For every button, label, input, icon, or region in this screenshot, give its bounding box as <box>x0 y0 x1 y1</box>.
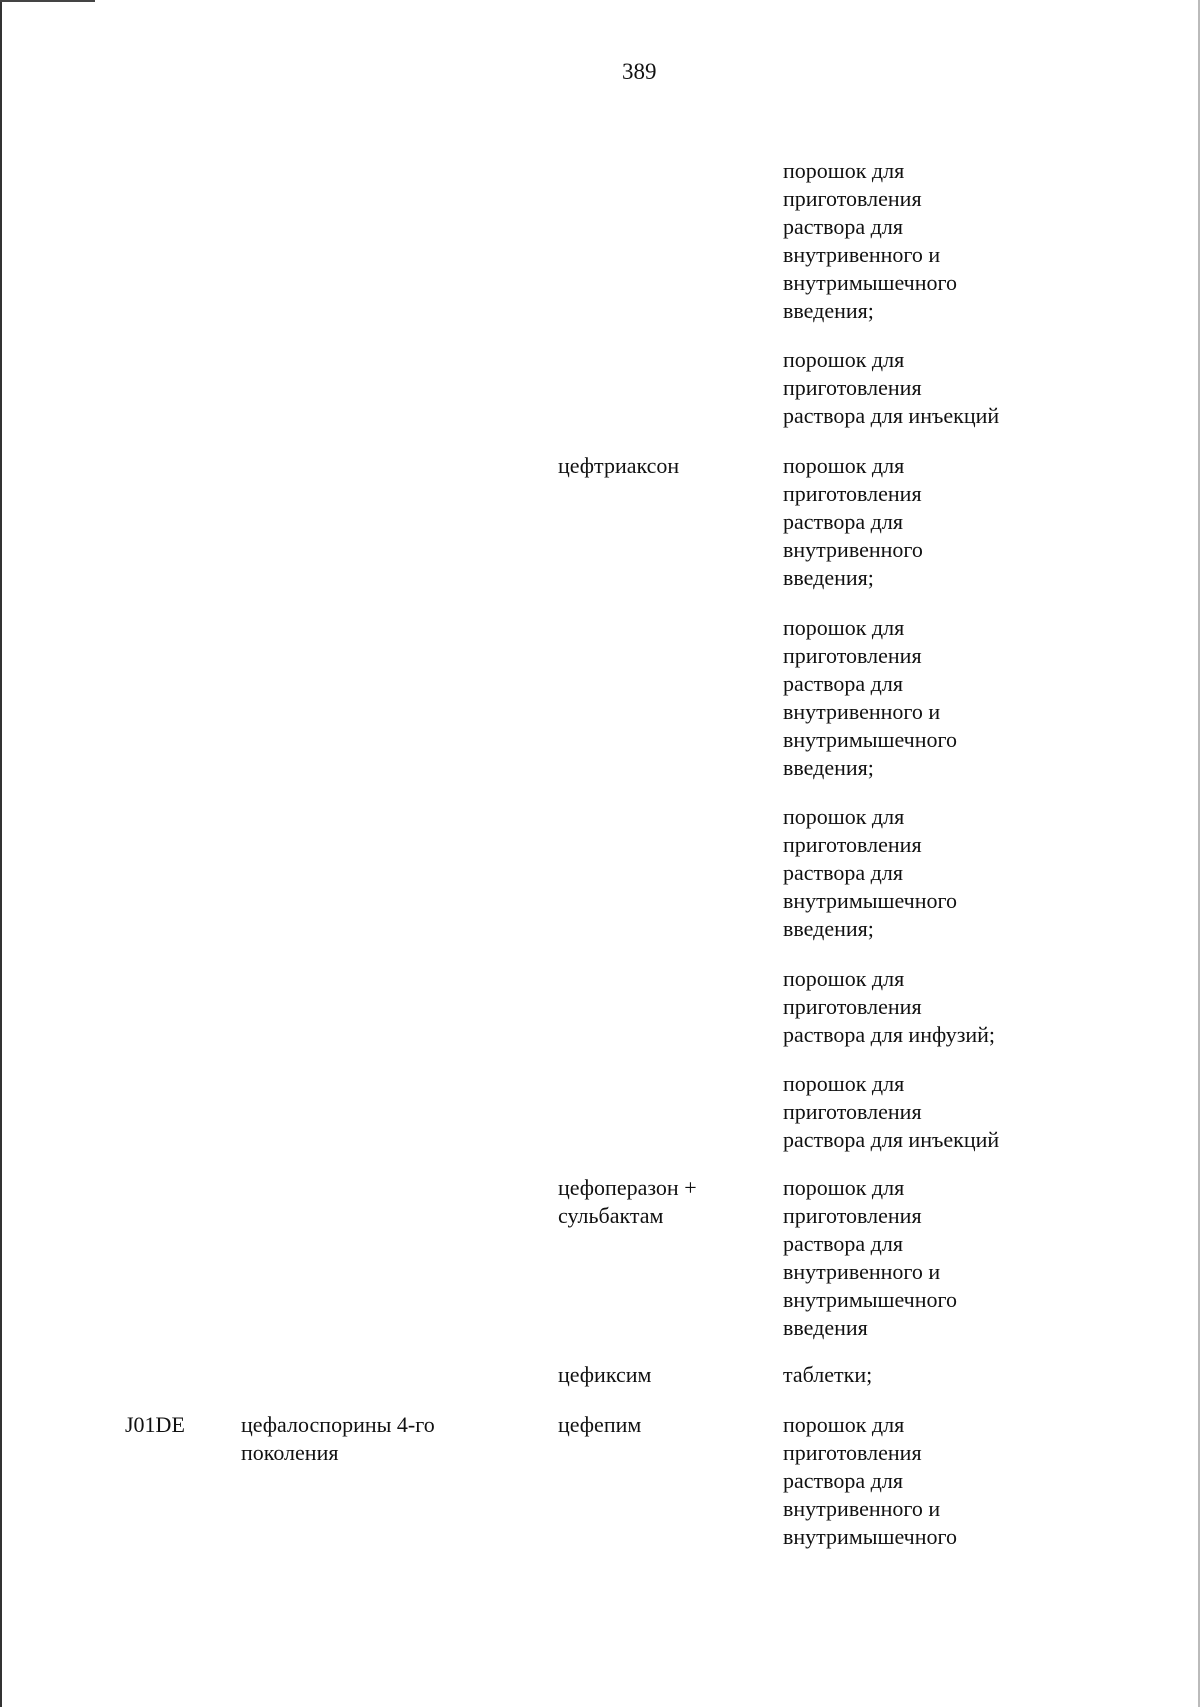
group-name: поколения <box>241 1440 339 1465</box>
form-line: приготовления <box>783 375 922 400</box>
form-line: внутримышечного <box>783 727 957 752</box>
form-line: приготовления <box>783 186 922 211</box>
form-line: порошок для <box>783 804 905 829</box>
form-line: введения <box>783 1315 868 1340</box>
form-line: таблетки; <box>783 1362 873 1387</box>
form-line: порошок для <box>783 615 905 640</box>
form-line: раствора для инфузий; <box>783 1022 996 1047</box>
drug-name: цефтриаксон <box>558 453 680 478</box>
form-line: приготовления <box>783 994 922 1019</box>
drug-name: цефепим <box>558 1412 642 1437</box>
form-line: приготовления <box>783 1203 922 1228</box>
scan-border-left <box>0 0 2 1707</box>
scan-border-top <box>0 0 95 2</box>
form-line: порошок для <box>783 347 905 372</box>
form-line: внутримышечного <box>783 270 957 295</box>
form-line: внутримышечного <box>783 1524 957 1549</box>
drug-name: цефиксим <box>558 1362 652 1387</box>
form-line: внутривенного и <box>783 1496 941 1521</box>
group-name: цефалоспорины 4-го <box>241 1412 435 1437</box>
form-line: введения; <box>783 298 874 323</box>
atc-code: J01DE <box>125 1412 185 1437</box>
form-line: порошок для <box>783 1412 905 1437</box>
form-line: раствора для инъекций <box>783 1127 1000 1152</box>
drug-name: цефоперазон + <box>558 1175 697 1200</box>
form-line: раствора для <box>783 671 903 696</box>
form-line: порошок для <box>783 453 905 478</box>
form-line: раствора для <box>783 1231 903 1256</box>
form-line: внутримышечного <box>783 1287 957 1312</box>
form-line: приготовления <box>783 643 922 668</box>
form-line: внутривенного и <box>783 242 941 267</box>
form-line: порошок для <box>783 966 905 991</box>
form-line: внутривенного и <box>783 1259 941 1284</box>
form-line: приготовления <box>783 832 922 857</box>
form-line: порошок для <box>783 158 905 183</box>
form-line: введения; <box>783 755 874 780</box>
form-line: порошок для <box>783 1071 905 1096</box>
form-line: раствора для <box>783 214 903 239</box>
drug-name: сульбактам <box>558 1203 664 1228</box>
form-line: раствора для <box>783 509 903 534</box>
form-line: раствора для инъекций <box>783 403 1000 428</box>
form-line: раствора для <box>783 1468 903 1493</box>
form-line: приготовления <box>783 1099 922 1124</box>
form-line: внутривенного <box>783 537 923 562</box>
form-line: приготовления <box>783 481 922 506</box>
form-line: введения; <box>783 565 874 590</box>
form-line: раствора для <box>783 860 903 885</box>
form-line: введения; <box>783 916 874 941</box>
form-line: приготовления <box>783 1440 922 1465</box>
form-line: внутримышечного <box>783 888 957 913</box>
form-line: внутривенного и <box>783 699 941 724</box>
form-line: порошок для <box>783 1175 905 1200</box>
page-number: 389 <box>622 59 657 84</box>
